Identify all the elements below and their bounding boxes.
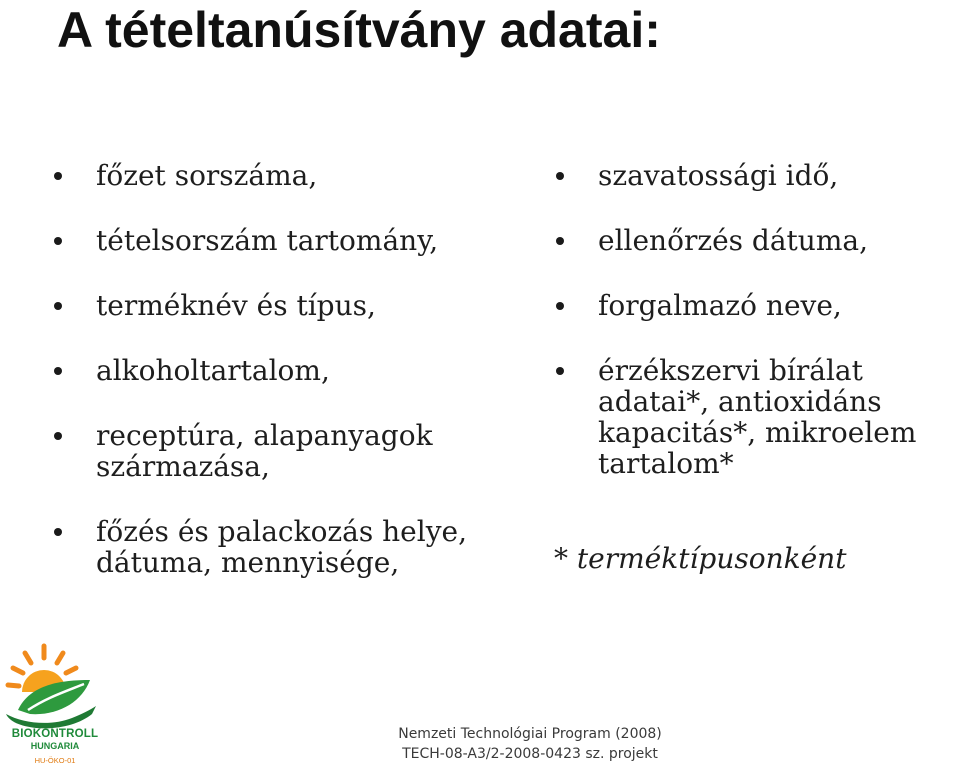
list-item-line: receptúra, alapanyagok	[96, 419, 433, 452]
list-item-line: főzés és palackozás helye,	[96, 515, 467, 548]
logo-code: HU-ÖKO-01	[34, 756, 76, 765]
list-item-line: kapacitás*, mikroelem	[598, 416, 917, 449]
list-item-line: tartalom*	[598, 447, 734, 480]
list-item	[552, 160, 960, 191]
logo-subname: HUNGARIA	[30, 741, 80, 751]
list-item-line: alkoholtartalom,	[96, 354, 330, 387]
list-item	[50, 355, 525, 386]
list-item-line: származása,	[96, 450, 270, 483]
list-item-line: főzet sorszáma,	[96, 159, 318, 192]
page-title: A tételtanúsítvány adatai:	[57, 2, 661, 58]
list-item-line: terméknév és típus,	[96, 289, 376, 322]
list-item-line: tételsorszám tartomány,	[96, 224, 439, 257]
list-item-line: dátuma, mennyisége,	[96, 546, 400, 579]
list-item	[50, 225, 525, 256]
biokontroll-logo	[0, 640, 110, 767]
list-item-line: érzékszervi bírálat	[598, 354, 863, 387]
right-bullet-list	[552, 160, 960, 513]
left-bullet-list	[50, 160, 525, 612]
footer	[380, 724, 680, 764]
bullet-icon	[54, 528, 62, 536]
bullet-icon	[54, 172, 62, 180]
list-item	[50, 516, 525, 578]
bullet-icon	[54, 367, 62, 375]
list-item	[50, 420, 525, 482]
list-item-line: forgalmazó neve,	[598, 289, 842, 322]
bullet-icon	[556, 172, 564, 180]
bullet-icon	[556, 302, 564, 310]
list-item-line: szavatossági idő,	[598, 159, 839, 192]
list-item	[552, 290, 960, 321]
logo-name: BIOKONTROLL	[11, 728, 99, 740]
bullet-icon	[54, 302, 62, 310]
bullet-icon	[556, 237, 564, 245]
list-item	[50, 160, 525, 191]
footer-line-1: Nemzeti Technológiai Program (2008)	[398, 726, 662, 742]
list-item-line: ellenőrzés dátuma,	[598, 224, 868, 257]
bullet-icon	[54, 237, 62, 245]
list-item	[552, 355, 960, 479]
bullet-icon	[556, 367, 564, 375]
footer-line-2: TECH-08-A3/2-2008-0423 sz. projekt	[402, 746, 658, 762]
list-item	[50, 290, 525, 321]
bullet-icon	[54, 432, 62, 440]
sun-leaf-icon	[0, 640, 110, 730]
footnote: * terméktípusonként	[554, 542, 847, 575]
list-item	[552, 225, 960, 256]
list-item-line: adatai*, antioxidáns	[598, 385, 882, 418]
